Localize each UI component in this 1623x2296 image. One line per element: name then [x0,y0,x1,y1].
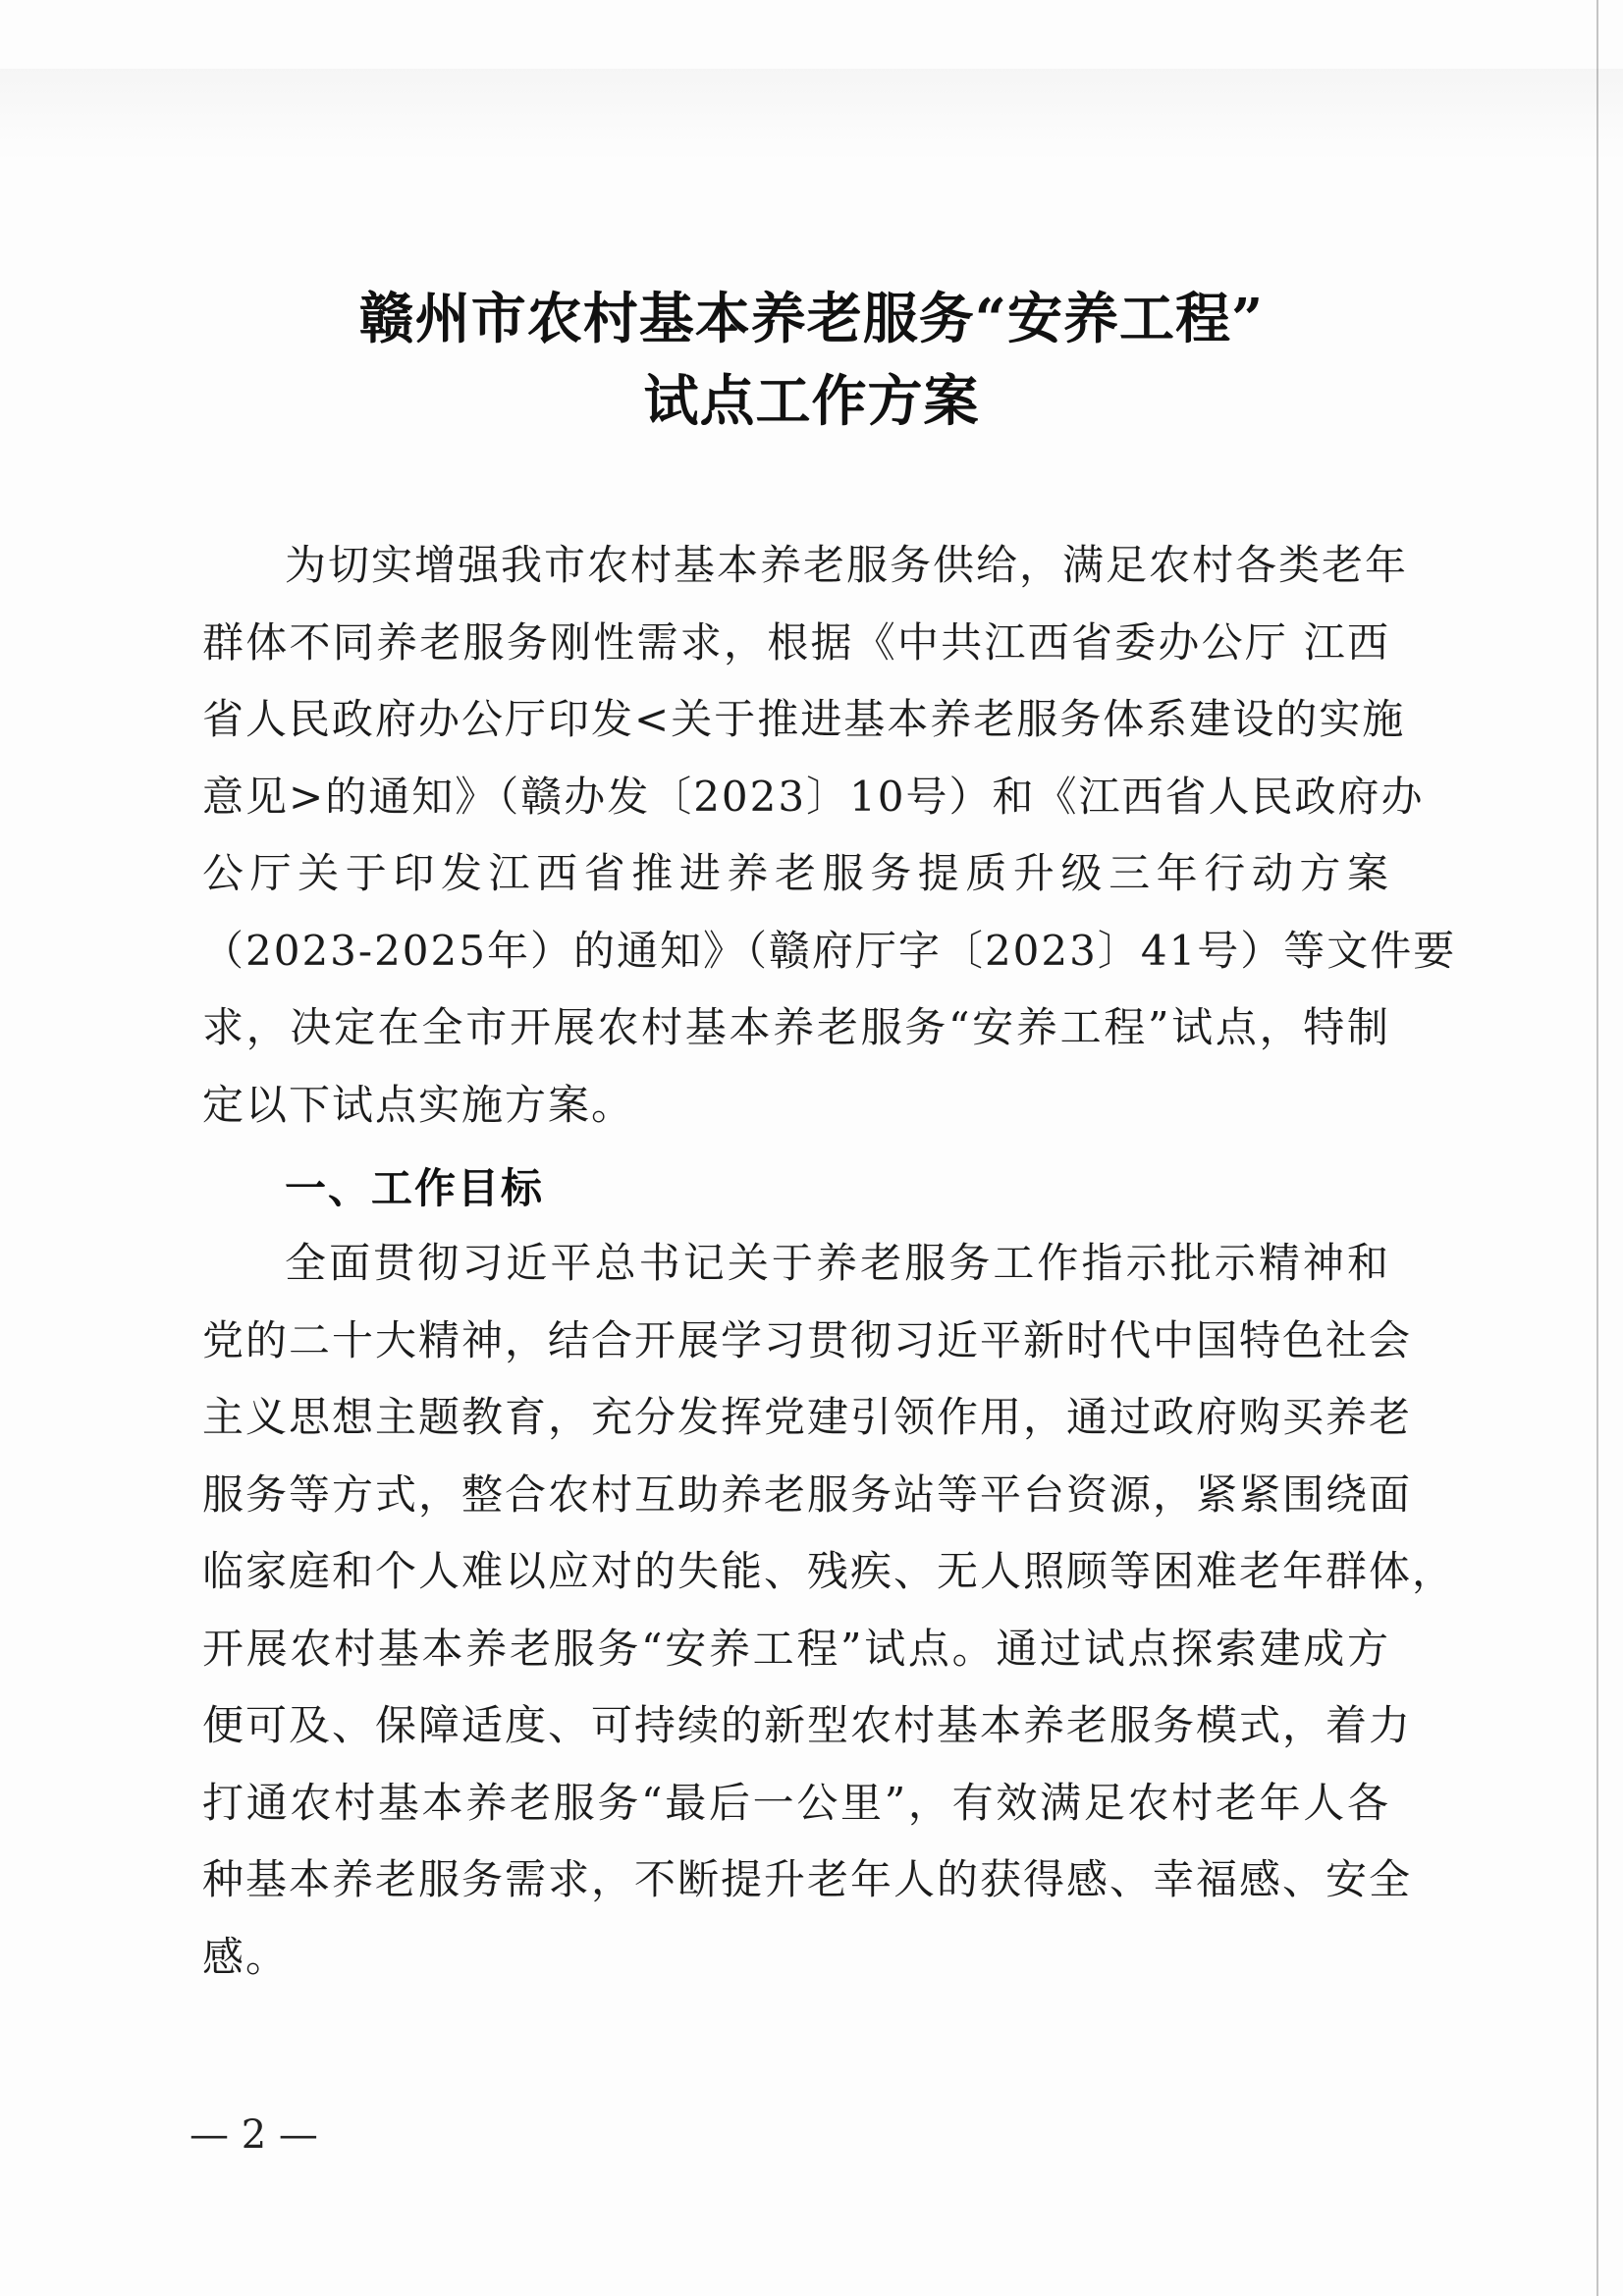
text-line: 开展农村基本养老服务“安养工程”试点。通过试点探索建成方 [202,1624,1390,1673]
text-line: 全面贯彻习近平总书记关于养老服务工作指示批示精神和 [285,1239,1390,1287]
text-line: 便可及、保障适度、可持续的新型农村基本养老服务模式，着力 [202,1701,1413,1749]
text-line: 主义思想主题教育，充分发挥党建引领作用，通过政府购买养老 [202,1393,1413,1441]
section-heading: 一、工作目标 [285,1164,545,1212]
text-line: （2023-2025年）的通知》（赣府厅字〔2023〕41号）等文件要 [202,926,1457,975]
text-line: 临家庭和个人难以应对的失能、残疾、无人照顾等困难老年群体， [202,1547,1456,1595]
text-line: 感。 [202,1932,290,1981]
intro-paragraph [202,527,1457,1144]
text-line: 省人民政府办公厅印发<关于推进基本养老服务体系建设的实施 [202,695,1406,743]
scan-shadow [0,69,1623,162]
text-line: 公厅关于印发江西省推进养老服务提质升级三年行动方案 [202,849,1390,897]
page-number: — 2 — [189,2112,318,2158]
text-line: 意见>的通知》（赣办发〔2023〕10号）和《江西省人民政府办 [202,772,1425,821]
text-line: 打通农村基本养老服务“最后一公里”，有效满足农村老年人各 [202,1778,1390,1827]
text-line: 服务等方式，整合农村互助养老服务站等平台资源，紧紧围绕面 [202,1469,1413,1519]
text-line: 群体不同养老服务刚性需求，根据《中共江西省委办公厅 江西 [202,617,1390,667]
title-line-1: 赣州市农村基本养老服务“安养工程” [358,287,1265,351]
text-line: 种基本养老服务需求，不断提升老年人的获得感、幸福感、安全 [202,1855,1413,1903]
text-line: 求，决定在全市开展农村基本养老服务“安养工程”试点，特制 [202,1003,1390,1051]
document-title [0,278,1623,443]
section1-paragraph [202,1225,1456,1996]
text-line: 为切实增强我市农村基本养老服务供给，满足农村各类老年 [285,541,1409,589]
title-line-2: 试点工作方案 [643,369,980,434]
text-line: 党的二十大精神，结合开展学习贯彻习近平新时代中国特色社会 [202,1315,1413,1364]
text-line: 定以下试点实施方案。 [202,1080,635,1129]
